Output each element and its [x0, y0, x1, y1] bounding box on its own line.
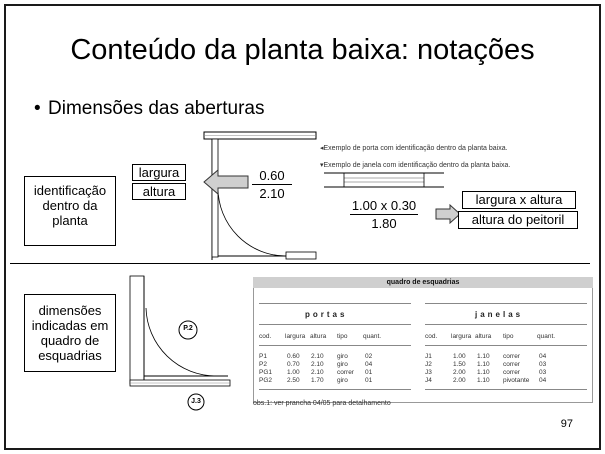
portas-r2-c4: 01	[365, 369, 373, 376]
janelas-r0-c2: 1.10	[477, 353, 490, 360]
portas-r2-c3: correr	[337, 369, 354, 376]
portas-r0-c1: 0.60	[287, 353, 300, 360]
portas-r3-c1: 2.50	[287, 377, 300, 384]
janelas-rule-top	[425, 303, 587, 304]
caption-door-marker-icon: ◂	[320, 145, 324, 152]
janelas-r1-c0: J2	[425, 361, 432, 368]
caption-window-text: Exemplo de janela com identificação dentro da planta baixa.	[323, 162, 511, 169]
portas-r2-c0: PG1	[259, 369, 273, 376]
bullet-item	[34, 98, 265, 120]
portas-r2-c2: 2.10	[311, 369, 324, 376]
bullet-text: Dimensões das aberturas	[48, 98, 265, 119]
portas-footer-rule	[259, 389, 411, 390]
dimensions-box	[24, 294, 116, 372]
schedule-title: quadro de esquadrias	[253, 277, 593, 288]
janelas-r1-c4: 03	[539, 361, 547, 368]
janelas-header-rule	[425, 345, 587, 346]
janelas-title: janelas	[475, 310, 524, 319]
dimensions-text: dimensões indicadas em quadro de esquadrias	[31, 303, 109, 363]
portas-col-cod: cod.	[259, 333, 272, 340]
janelas-r3-c1: 2.00	[453, 377, 466, 384]
label-altura-peitoril-box	[458, 211, 578, 229]
identification-box	[24, 176, 116, 246]
portas-r2-c1: 1.00	[287, 369, 300, 376]
schedule-plan-drawing	[124, 272, 244, 412]
page-number: 97	[560, 418, 573, 430]
portas-title: portas	[305, 310, 348, 319]
portas-r1-c4: 04	[365, 361, 373, 368]
janelas-r3-c3: pivotante	[503, 377, 530, 384]
portas-r0-c3: giro	[337, 353, 348, 360]
janelas-r2-c0: J3	[425, 369, 432, 376]
arrow-left-icon	[202, 168, 250, 196]
janelas-col-altura: altura	[475, 333, 492, 340]
janelas-footer-rule	[425, 389, 587, 390]
portas-col-tipo: tipo	[337, 333, 348, 340]
portas-r0-c4: 02	[365, 353, 373, 360]
bullet-dot: •	[34, 98, 41, 119]
portas-r1-c0: P2	[259, 361, 267, 368]
portas-r3-c3: giro	[337, 377, 348, 384]
janelas-r0-c1: 1.00	[453, 353, 466, 360]
section-divider	[10, 263, 590, 264]
janelas-r2-c1: 2.00	[453, 369, 466, 376]
caption-door-text: Exemplo de porta com identificação dentro da planta baixa.	[323, 145, 508, 152]
label-altura: altura	[142, 184, 176, 199]
door-tag: P.2	[183, 325, 193, 332]
door-dim-rule	[252, 184, 292, 185]
identification-text: identificação dentro da planta	[33, 183, 107, 228]
janelas-r3-c2: 1.10	[477, 377, 490, 384]
janelas-r3-c0: J4	[425, 377, 432, 384]
schedule-note: obs.1: ver prancha 04/05 para detalhamento	[253, 400, 391, 407]
janelas-col-largura: largura	[451, 333, 472, 340]
label-largura-altura: largura x altura	[475, 192, 563, 207]
schedule-frame	[253, 277, 593, 403]
janelas-r1-c2: 1.10	[477, 361, 490, 368]
janelas-r0-c3: correr	[503, 353, 520, 360]
portas-col-largura: largura	[285, 333, 306, 340]
window-dim-bottom: 1.80	[371, 216, 397, 231]
slide-title: Conteúdo da planta baixa: notações	[70, 34, 535, 66]
janelas-r0-c4: 04	[539, 353, 547, 360]
janelas-r2-c3: correr	[503, 369, 520, 376]
janelas-rule-bottom	[425, 324, 587, 325]
door-dim-top: 0.60	[259, 168, 285, 183]
slide	[4, 4, 601, 450]
window-dim-top: 1.00 x 0.30	[351, 198, 417, 213]
portas-r0-c0: P1	[259, 353, 267, 360]
janelas-col-cod: cod.	[425, 333, 438, 340]
janelas-r0-c0: J1	[425, 353, 432, 360]
window-plan-drawing	[322, 169, 446, 193]
portas-col-quant: quant.	[363, 333, 382, 340]
portas-r0-c2: 2.10	[311, 353, 324, 360]
portas-r1-c1: 0.70	[287, 361, 300, 368]
caption-window	[320, 161, 510, 169]
janelas-col-quant: quant.	[537, 333, 556, 340]
caption-door	[320, 144, 508, 152]
portas-rule-top	[259, 303, 411, 304]
window-dim-rule	[350, 214, 418, 215]
portas-r3-c4: 01	[365, 377, 373, 384]
label-altura-box	[132, 183, 186, 200]
caption-window-marker-icon: ▾	[320, 162, 324, 169]
janelas-r3-c4: 04	[539, 377, 547, 384]
janelas-r1-c3: correr	[503, 361, 520, 368]
schedule-table	[253, 277, 593, 403]
portas-r3-c0: PG2	[259, 377, 273, 384]
portas-r1-c3: giro	[337, 361, 348, 368]
window-tag: J.3	[191, 398, 201, 405]
door-dim-bottom: 2.10	[259, 186, 285, 201]
janelas-col-tipo: tipo	[503, 333, 514, 340]
label-altura-peitoril: altura do peitoril	[471, 212, 565, 227]
portas-header-rule	[259, 345, 411, 346]
portas-r1-c2: 2.10	[311, 361, 324, 368]
portas-rule-bottom	[259, 324, 411, 325]
portas-col-altura: altura	[310, 333, 327, 340]
janelas-r2-c2: 1.10	[477, 369, 490, 376]
janelas-r1-c1: 1.50	[453, 361, 466, 368]
label-largura-box	[132, 164, 186, 181]
portas-r3-c2: 1.70	[311, 377, 324, 384]
label-largura-altura-box	[462, 191, 576, 209]
janelas-r2-c4: 03	[539, 369, 547, 376]
label-largura: largura	[138, 165, 180, 180]
